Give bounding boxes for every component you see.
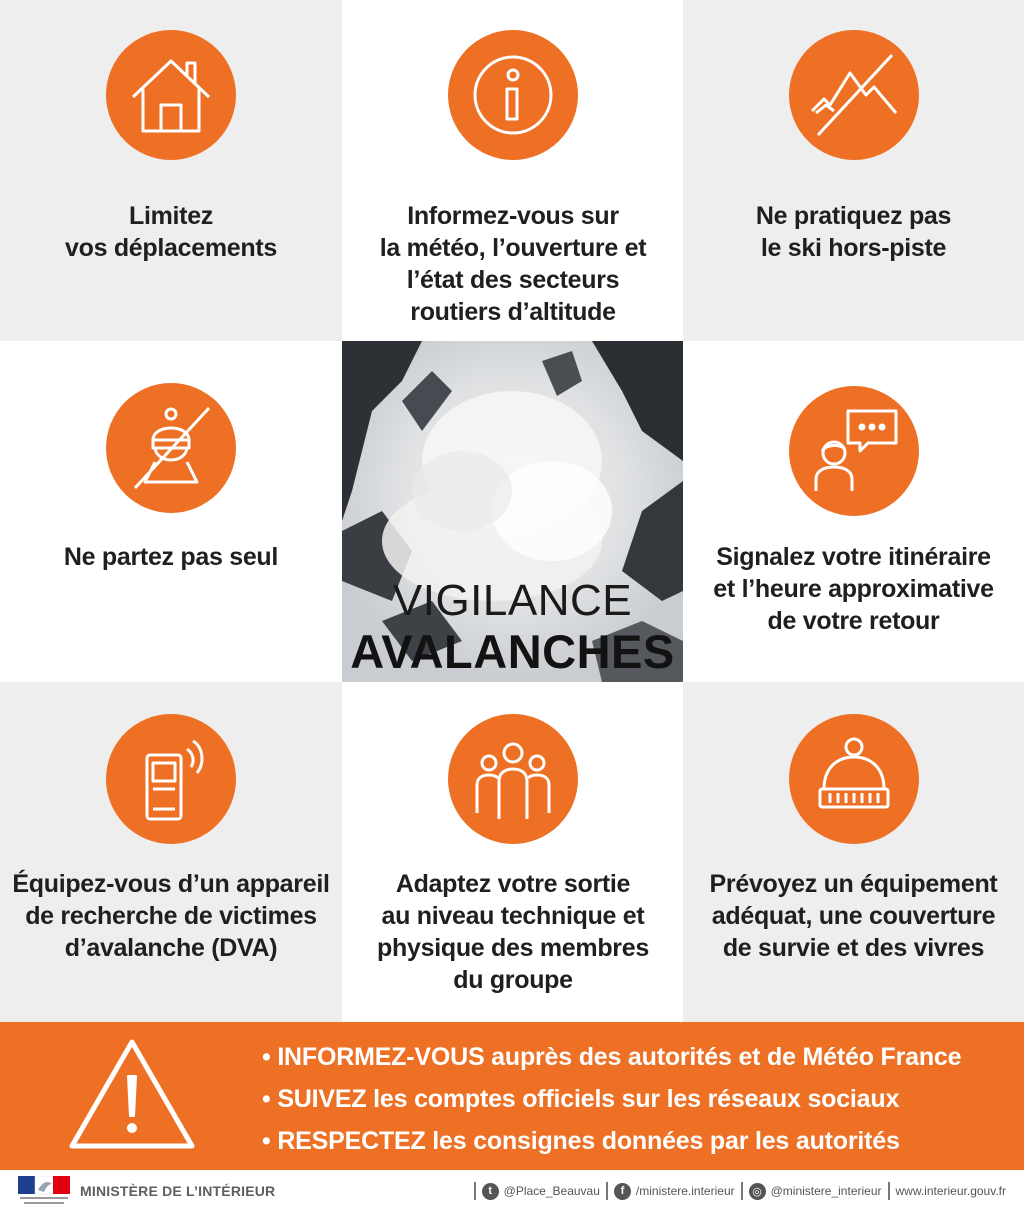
info-icon [467, 49, 559, 141]
bullet-keyword: INFORMEZ-VOUS [277, 1043, 485, 1071]
bullet-text: auprès des autorités et de Météo France [484, 1043, 962, 1071]
dva-device-icon [125, 733, 217, 825]
caption-line: la météo, l’ouverture et [379, 234, 647, 262]
caption-line: Limitez [128, 202, 214, 230]
vigilance-title: VIGILANCE [392, 576, 633, 625]
twitter-icon: t [482, 1183, 499, 1200]
caption-line: de survie et des vivres [722, 934, 985, 962]
caption-report-itinerary [683, 541, 1024, 637]
banner-bullet [262, 1120, 961, 1162]
cell-limit-travel [0, 0, 342, 341]
caption-line: d’avalanche (DVA) [64, 934, 278, 962]
separator [474, 1182, 476, 1200]
icon-circle [789, 386, 919, 516]
facebook-icon: f [614, 1183, 631, 1200]
banner-bullets [262, 1036, 961, 1162]
caption-line: adéquat, une couverture [711, 902, 996, 930]
caption-not-alone [0, 541, 342, 573]
instagram-icon: ◎ [749, 1183, 766, 1200]
caption-line: Équipez-vous d’un appareil [12, 870, 330, 898]
bullet-keyword: RESPECTEZ [277, 1127, 426, 1155]
cell-get-informed [342, 0, 684, 341]
icon-circle [448, 714, 578, 844]
beanie-icon [808, 733, 900, 825]
caption-line: Signalez votre itinéraire [716, 543, 991, 571]
icon-circle [789, 30, 919, 160]
caption-line: vos déplacements [65, 234, 277, 262]
warning-banner [0, 1022, 1024, 1170]
cell-not-alone [0, 341, 342, 682]
cell-adapt-group [342, 682, 684, 1022]
caption-line: au niveau technique et [381, 902, 645, 930]
caption-line: routiers d’altitude [410, 298, 616, 326]
speech-person-icon [808, 405, 900, 497]
separator [741, 1182, 743, 1200]
bullet-char: • [262, 1043, 271, 1071]
caption-line: de votre retour [767, 607, 940, 635]
cell-dva [0, 682, 342, 1022]
caption-line: de recherche de victimes [25, 902, 317, 930]
caption-line: Ne pratiquez pas [755, 202, 952, 230]
house-icon [125, 49, 217, 141]
caption-line: Ne partez pas seul [63, 543, 279, 571]
banner-bullet [262, 1078, 961, 1120]
caption-line: Informez-vous sur [407, 202, 619, 230]
bullet-text: les comptes officiels sur les réseaux sociaux [366, 1085, 900, 1113]
caption-limit-travel [0, 200, 342, 264]
cell-equipment [683, 682, 1024, 1022]
bullet-text: les consignes données par les autorités [425, 1127, 900, 1155]
caption-line: le ski hors-piste [760, 234, 947, 262]
bullet-keyword: SUIVEZ [277, 1085, 367, 1113]
caption-line: physique des membres [377, 934, 649, 962]
icon-circle [789, 714, 919, 844]
website-link[interactable]: www.interieur.gouv.fr [895, 1184, 1006, 1198]
facebook-handle[interactable]: /ministere.interieur [635, 1184, 735, 1198]
warning-triangle-icon [66, 1036, 198, 1154]
avalanche-photo [342, 341, 683, 682]
bullet-char: • [262, 1127, 271, 1155]
no-offpiste-icon [808, 49, 900, 141]
cell-no-offpiste [683, 0, 1024, 341]
social-links [468, 1182, 1006, 1200]
separator [606, 1182, 608, 1200]
icon-circle [106, 383, 236, 513]
caption-get-informed [342, 200, 684, 328]
caption-equipment [683, 868, 1024, 964]
banner-bullet [262, 1036, 961, 1078]
group-icon [467, 733, 559, 825]
twitter-handle[interactable]: @Place_Beauvau [503, 1184, 600, 1198]
caption-line: l’état des secteurs [406, 266, 620, 294]
ministry-name: MINISTÈRE DE L’INTÉRIEUR [80, 1183, 276, 1199]
caption-line: Adaptez votre sortie [395, 870, 631, 898]
marianne-logo [18, 1176, 70, 1208]
icon-circle [106, 30, 236, 160]
icon-circle [106, 714, 236, 844]
icon-circle [448, 30, 578, 160]
cell-report-itinerary [683, 341, 1024, 682]
caption-line: Prévoyez un équipement [709, 870, 998, 898]
bullet-char: • [262, 1085, 271, 1113]
separator [888, 1182, 890, 1200]
avalanches-title: AVALANCHES [350, 625, 675, 678]
caption-adapt-group [342, 868, 684, 996]
caption-line: et l’heure approximative [713, 575, 994, 603]
caption-dva [0, 868, 342, 964]
caption-no-offpiste [683, 200, 1024, 264]
no-alone-icon [125, 402, 217, 494]
footer [0, 1170, 1024, 1212]
caption-line: du groupe [453, 966, 573, 994]
instagram-handle[interactable]: @ministere_interieur [770, 1184, 882, 1198]
